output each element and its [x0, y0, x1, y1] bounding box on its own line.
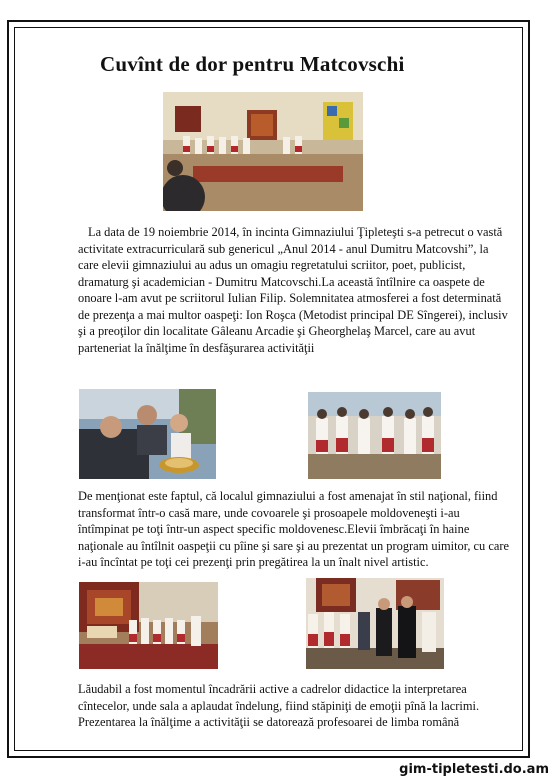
decorated-room-photo: [79, 582, 218, 669]
article-paragraph-3: Lăudabil a fost momentul încadrării active a cadrelor didactice la interpretarea cîntecelor, unde sala a aplaudat îndelung, fiind stăpiniţi de emoţii pînă la lacrimi. Prezentarea la înălţime a activităţii se datorează profesoarei de limba română: [78, 682, 480, 729]
article-title: Cuvînt de dor pentru Matcovschi: [100, 52, 405, 76]
children-costumes-photo: [308, 392, 441, 479]
site-watermark: gim-tipletesti.do.am: [399, 762, 549, 777]
priests-guests-photo: [306, 578, 444, 669]
guests-bread-salt-photo: [79, 389, 216, 479]
article-paragraph-1: La data de 19 noiembrie 2014, în incinta Gimnaziului Ţipleteşti s-a petrecut o vastă activitate extracurriculară sub genericul „Anul 2014 - anul Dumitru Matcovshi”, la care elevii gimnaziului au adus un omagiu regretatului scriitor, poet, publicist, dramaturg şi academician - Dumitru Matcovschi.La această întîlnire ca oaspete de onoare l-am avut pe scriitorul Iulian Filip. Solemnitatea atmosferei a fost determinată de prezenţa a mai multor oaspeţi: Ion Roşca (Metodist principal DE Sîngerei), inclusiv şi a preoţilor din localitate Gâleanu Arcadie şi Gheorghelaş Marcel, care au avut parteneriat la înălţime în desfăşurarea activităţii: [78, 225, 508, 355]
article-paragraph-2: De menţionat este faptul, că localul gimnaziului a fost amenajat în stil naţional, fiind transformat într-o casă mare, unde covoarele şi prosoapele moldoveneşti i-au întîmpinat pe toţi într-un aspect specific moldovenesc.Elevii îmbrăcaţi în haine naţionale au întîlnit oaspeţii cu pîine şi sare şi au prezentat un program uimitor, cu care i-au încîntat pe toţi cei prezenţi prin pregătirea la un înalt nivel artistic.: [78, 489, 509, 569]
event-hall-photo: [163, 92, 363, 211]
